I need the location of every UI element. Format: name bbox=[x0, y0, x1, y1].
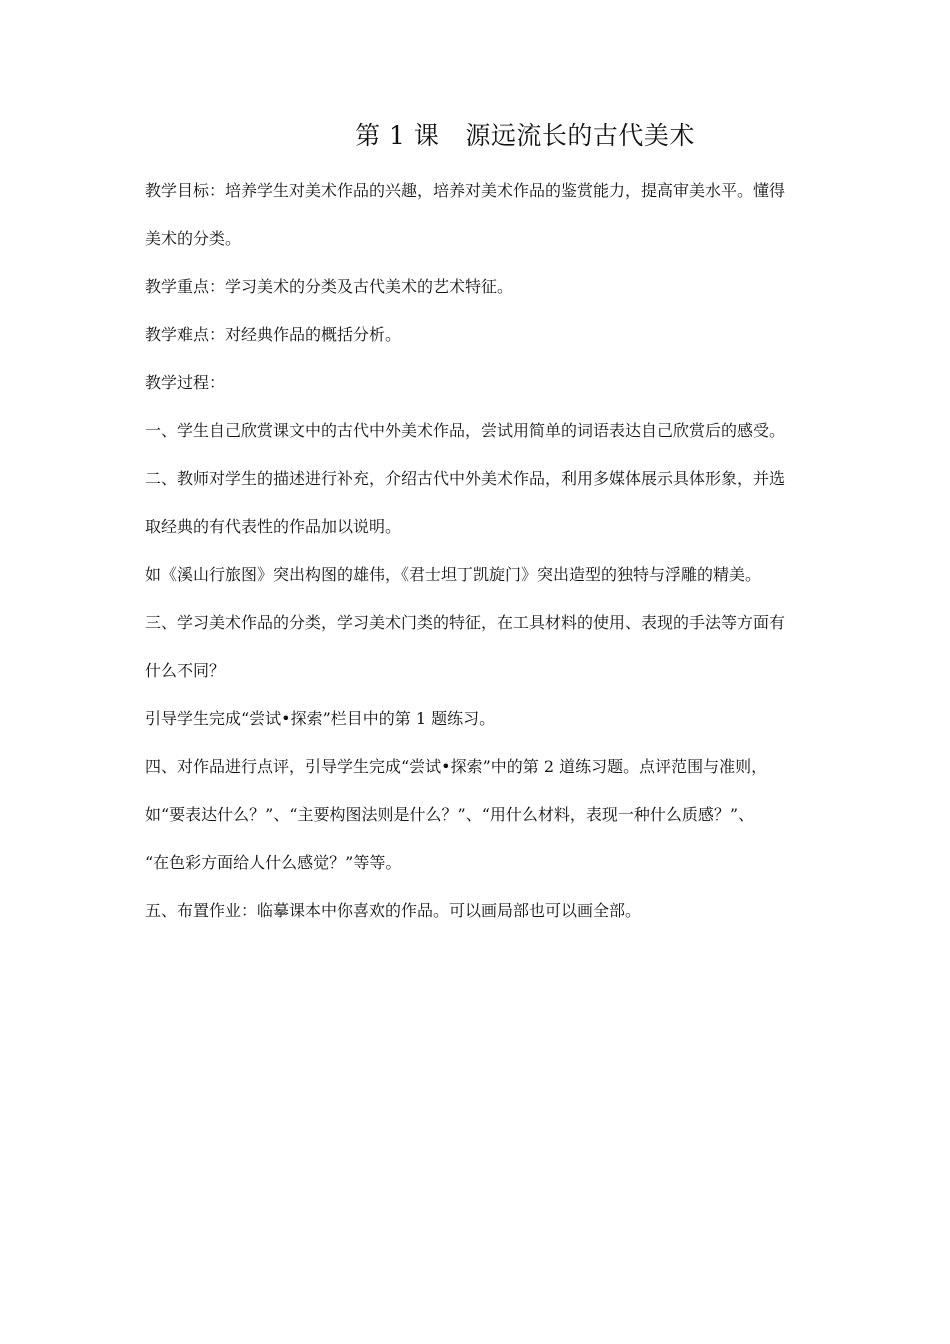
text-line-example: 如《溪山行旅图》突出构图的雄伟，《君士坦丁凯旋门》突出造型的独特与浮雕的精美。 bbox=[145, 565, 762, 584]
text-line-step-3: 三、学习美术作品的分类，学习美术门类的特征，在工具材料的使用、表现的手法等方面有 bbox=[145, 613, 786, 632]
text-line-difficulty: 教学难点：对经典作品的概括分析。 bbox=[145, 325, 402, 344]
title-lesson-number: 第 1 课 bbox=[355, 121, 440, 150]
title-lesson-name: 源远流长的古代美术 bbox=[465, 121, 695, 150]
text-line-step-3-cont: 什么不同？ bbox=[145, 661, 226, 680]
text-line-step-5: 五、布置作业：临摹课本中你喜欢的作品。可以画局部也可以画全部。 bbox=[145, 901, 642, 920]
text-line-step-4-end: “在色彩方面给人什么感觉？”等等。 bbox=[145, 853, 402, 872]
text-line-step-1: 一、学生自己欣赏课文中的古代中外美术作品，尝试用简单的词语表达自己欣赏后的感受。 bbox=[145, 421, 786, 440]
text-line-objective-cont: 美术的分类。 bbox=[145, 229, 242, 248]
text-line-step-2: 二、教师对学生的描述进行补充，介绍古代中外美术作品，利用多媒体展示具体形象，并选 bbox=[145, 469, 786, 488]
text-line-process-heading: 教学过程： bbox=[145, 373, 226, 392]
text-line-key-point: 教学重点：学习美术的分类及古代美术的艺术特征。 bbox=[145, 277, 514, 296]
page-title bbox=[0, 118, 950, 154]
text-line-guidance: 引导学生完成“尝试•探索”栏目中的第 1 题练习。 bbox=[145, 709, 496, 728]
lesson-body bbox=[145, 181, 815, 949]
text-line-step-4-cont: 如“要表达什么？”、“主要构图法则是什么？”、“用什么材料，表现一种什么质感？”、 bbox=[145, 805, 755, 824]
text-line-step-4: 四、对作品进行点评，引导学生完成“尝试•探索”中的第 2 道练习题。点评范围与准则， bbox=[145, 757, 768, 776]
text-line-step-2-cont: 取经典的有代表性的作品加以说明。 bbox=[145, 517, 402, 536]
text-line-objective: 教学目标：培养学生对美术作品的兴趣，培养对美术作品的鉴赏能力，提高审美水平。懂得 bbox=[145, 181, 786, 200]
